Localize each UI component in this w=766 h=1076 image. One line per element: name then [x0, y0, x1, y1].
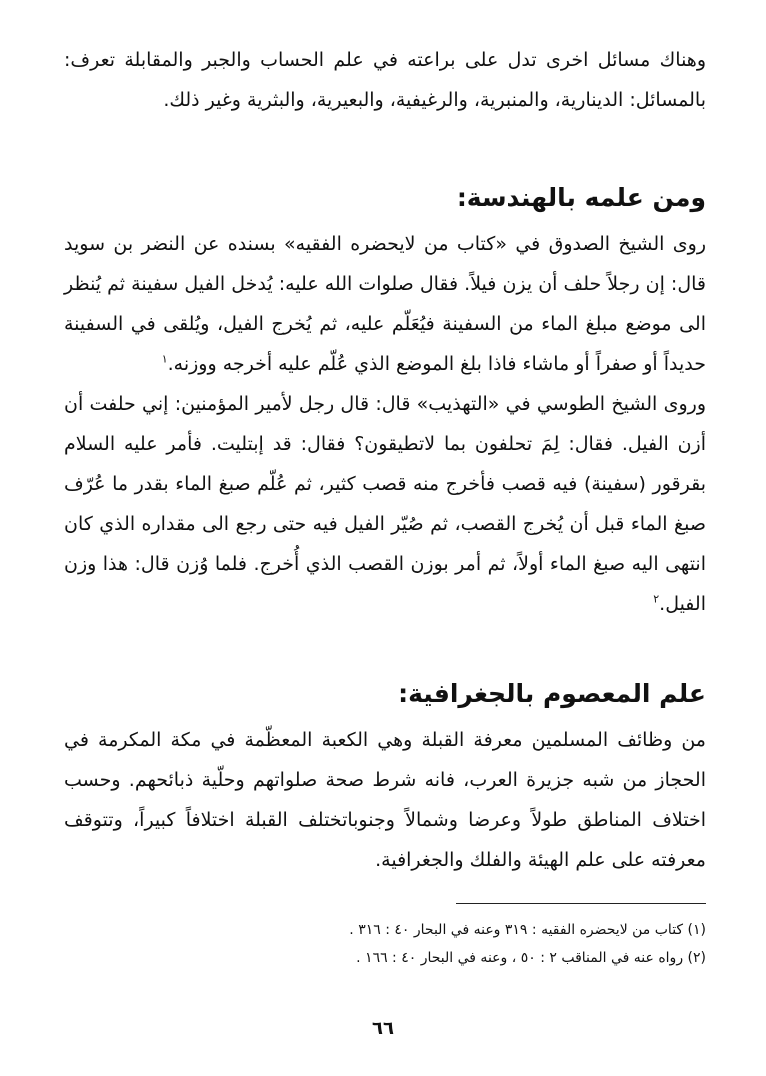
- footnote-marker-2: ٢: [653, 592, 660, 606]
- geography-paragraph: من وظائف المسلمين معرفة القبلة وهي الكعبة المعظّمة في مكة المكرمة في الحجاز من شبه جزيرة العرب، فانه شرط صحة صلواتهم وحلّية ذبائحهم. وحسب اختلاف المناطق طولاً وعرضا وشمالاً وجنوباتختلف القبلة اختلافاً كبيراً، وتتوقف معرفته على علم الهيئة والفلك والجغرافية.: [64, 729, 706, 871]
- geometry-heading: ومن علمه بالهندسة:: [456, 183, 706, 212]
- footnote-2: (٢) رواه عنه في المناقب ٢ : ٥٠ ، وعنه في البحار ٤٠ : ١٦٦ .: [356, 950, 706, 966]
- geography-heading: علم المعصوم بالجغرافية:: [398, 679, 706, 708]
- page-number: ٦٦: [372, 1018, 394, 1039]
- footnotes: [64, 916, 706, 972]
- footnote-marker-1: ١: [161, 352, 168, 366]
- geometry-paragraph-2: وروى الشيخ الطوسي في «التهذيب» قال: قال رجل لأمير المؤمنين: إني حلفت أن أزن الفيل. فقال: لِمَ تحلفون بما لاتطيقون؟ فقال: قد إبتليت. فأمر عليه السلام بقرقور (سفينة) فيه قصب فأخرج منه قصب كثير، ثم عُلّم صبغ الماء بقدر ما عُرّف صبغ الماء قبل أن يُخرج القصب، ثم صُيّر الفيل فيه حتى رجع الى مقداره الذي كان انتهى اليه صبغ الماء أولاً، ثم أمر بوزن القصب الذي أُخرج. فلما وُزن قال: هذا وزن الفيل.$^٢$: [64, 393, 706, 615]
- page-body: [64, 30, 706, 880]
- footnote-1: (١) كتاب من لايحضره الفقيه : ٣١٩ وعنه في البحار ٤٠ : ٣١٦ .: [349, 922, 706, 938]
- intro-paragraph: وهناك مسائل اخرى تدل على براعته في علم الحساب والجبر والمقابلة تعرف: بالمسائل: الدينارية، والمنبرية، والرغيفية، والبعيرية، والبثرية وغير ذلك.: [64, 49, 706, 111]
- geometry-paragraph-1: روى الشيخ الصدوق في «كتاب من لايحضره الفقيه» بسنده عن النضر بن سويد قال: إن رجلاً حلف أن يزن فيلاً. فقال صلوات الله عليه: يُدخل الفيل سفينة ثم يُنظر الى موضع مبلغ الماء من السفينة فيُعَلّم عليه، ثم يُخرج الفيل، ويُلقى في السفينة حديداً أو صفراً أو ماشاء فاذا بلغ الموضع الذي عُلّم عليه أخرجه ووزنه.$^١$: [64, 233, 706, 375]
- geometry-paragraph-2-text: وروى الشيخ الطوسي في «التهذيب» قال: قال رجل لأمير المؤمنين: إني حلفت أن أزن الفيل. فقال: لِمَ تحلفون بما لاتطيقون؟ فقال: قد إبتليت. فأمر عليه السلام بقرقور (سفينة) فيه قصب فأخرج منه قصب كثير، ثم عُلّم صبغ الماء بقدر ما عُرّف صبغ الماء قبل أن يُخرج القصب، ثم صُيّر الفيل فيه حتى رجع الى مقداره الذي كان انتهى اليه صبغ الماء أولاً، ثم أمر بوزن القصب الذي أُخرج. فلما وُزن قال: هذا وزن الفيل: [64, 393, 706, 615]
- geometry-paragraph-1-text: روى الشيخ الصدوق في «كتاب من لايحضره الفقيه» بسنده عن النضر بن سويد قال: إن رجلاً حلف أن يزن فيلاً. فقال صلوات الله عليه: يُدخل الفيل سفينة ثم يُنظر الى موضع مبلغ الماء من السفينة فيُعَلّم عليه، ثم يُخرج الفيل، ويُلقى في السفينة حديداً أو صفراً أو ماشاء فاذا بلغ الموضع الذي عُلّم عليه أخرجه ووزنه: [64, 233, 706, 375]
- footnote-separator: [456, 903, 706, 904]
